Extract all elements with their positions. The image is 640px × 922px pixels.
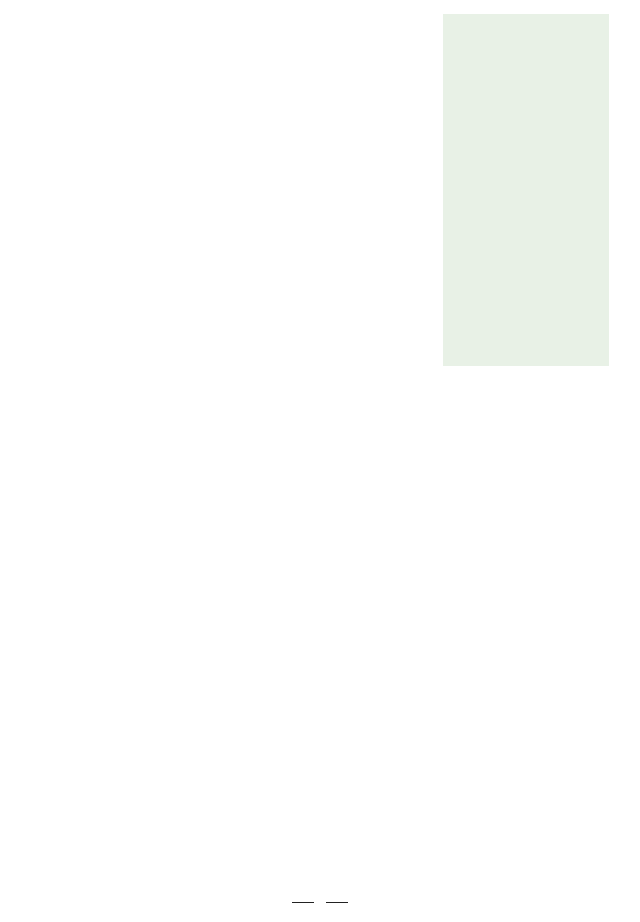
- page-number: [0, 893, 640, 911]
- text-type-panel: [443, 14, 609, 366]
